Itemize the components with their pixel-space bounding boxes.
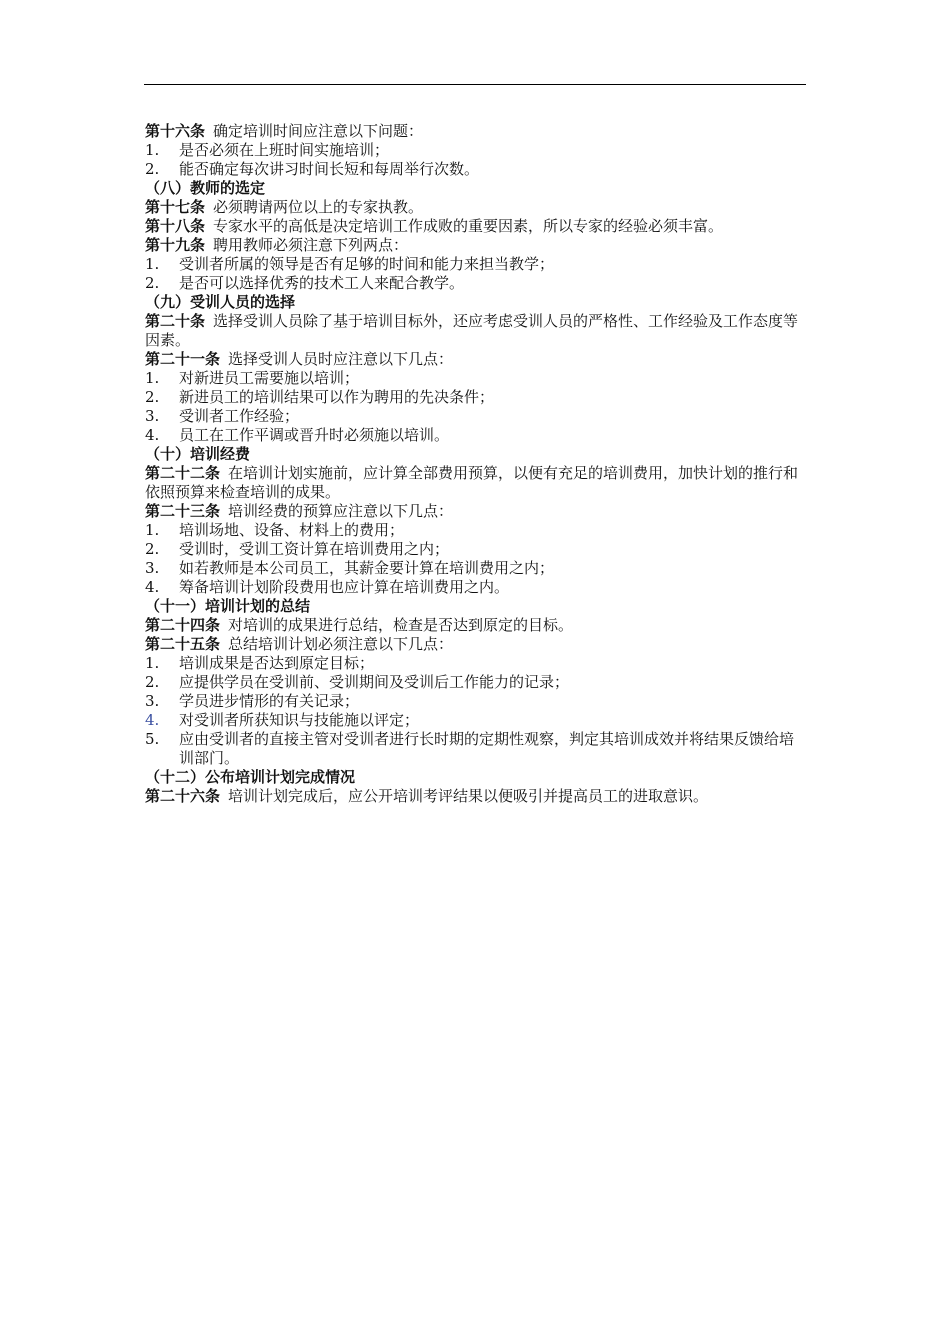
list-item-text: 学员进步情形的有关记录； — [179, 692, 360, 710]
list-item-number: 2. — [145, 673, 160, 691]
list-item — [145, 369, 807, 388]
article-paragraph — [145, 635, 807, 654]
article-heading: 第二十五条 — [145, 635, 221, 653]
article-heading: 第十九条 — [145, 236, 206, 254]
list-item-text: 受训者工作经验； — [179, 407, 300, 425]
article-text: 培训经费的预算应注意以下几点： — [228, 502, 454, 520]
article-text: 总结培训计划必须注意以下几点： — [228, 635, 454, 653]
section-heading: （八）教师的选定 — [145, 179, 266, 197]
list-item-number: 1. — [145, 369, 160, 387]
list-item — [145, 160, 807, 179]
article-heading: 第二十三条 — [145, 502, 221, 520]
list-item — [145, 654, 807, 673]
list-item — [145, 388, 807, 407]
list-item-text: 是否必须在上班时间实施培训； — [179, 141, 390, 159]
list-item-number: 3. — [145, 407, 160, 425]
list-item-text: 培训场地、设备、材料上的费用； — [179, 521, 405, 539]
list-item — [145, 521, 807, 540]
article-heading: 第二十一条 — [145, 350, 221, 368]
list-item — [145, 540, 807, 559]
list-item-number: 4. — [145, 426, 160, 444]
list-item-text: 培训成果是否达到原定目标； — [179, 654, 375, 672]
article-paragraph — [145, 502, 807, 521]
section-heading: （十一）培训计划的总结 — [145, 597, 311, 615]
article-paragraph — [145, 122, 807, 141]
article-heading: 第二十条 — [145, 312, 206, 330]
list-item-text: 能否确定每次讲习时间长短和每周举行次数。 — [179, 160, 480, 178]
list-item — [145, 692, 807, 711]
article-paragraph — [145, 198, 807, 217]
article-text: 对培训的成果进行总结，检查是否达到原定的目标。 — [228, 616, 574, 634]
list-item-text: 新进员工的培训结果可以作为聘用的先决条件； — [179, 388, 495, 406]
article-text: 培训计划完成后，应公开培训考评结果以便吸引并提高员工的进取意识。 — [228, 787, 709, 805]
list-item-number: 1. — [145, 521, 160, 539]
header-rule — [144, 84, 806, 85]
list-item — [145, 407, 807, 426]
article-heading: 第二十二条 — [145, 464, 221, 482]
list-item-number: 3. — [145, 692, 160, 710]
list-item-number: 1. — [145, 141, 160, 159]
list-item — [145, 426, 807, 445]
article-heading: 第二十四条 — [145, 616, 221, 634]
list-item-text: 应提供学员在受训前、受训期间及受训后工作能力的记录； — [179, 673, 570, 691]
list-item-text: 筹备培训计划阶段费用也应计算在培训费用之内。 — [179, 578, 510, 596]
article-paragraph — [145, 350, 807, 369]
article-paragraph — [145, 312, 807, 350]
article-paragraph — [145, 217, 807, 236]
article-text: 在培训计划实施前，应计算全部费用预算，以便有充足的培训费用，加快计划的推行和依照预算来检查培训的成果。 — [145, 464, 799, 501]
document-body — [145, 122, 807, 806]
article-heading: 第十七条 — [145, 198, 206, 216]
list-item-text: 受训时，受训工资计算在培训费用之内； — [179, 540, 450, 558]
list-item — [145, 730, 807, 768]
list-item — [145, 711, 807, 730]
list-item-number: 1. — [145, 654, 160, 672]
list-item-number: 1. — [145, 255, 160, 273]
article-text: 选择受训人员除了基于培训目标外，还应考虑受训人员的严格性、工作经验及工作态度等因素。 — [145, 312, 799, 349]
list-item-number: 4. — [145, 711, 160, 729]
list-item — [145, 141, 807, 160]
article-text: 聘用教师必须注意下列两点： — [213, 236, 409, 254]
list-item-text: 是否可以选择优秀的技术工人来配合教学。 — [179, 274, 465, 292]
article-heading: 第十八条 — [145, 217, 206, 235]
list-item-number: 5. — [145, 730, 160, 748]
article-paragraph — [145, 464, 807, 502]
section-heading: （十）培训经费 — [145, 445, 251, 463]
list-item-text: 对受训者所获知识与技能施以评定； — [179, 711, 420, 729]
article-paragraph — [145, 616, 807, 635]
section-heading: （九）受训人员的选择 — [145, 293, 296, 311]
article-paragraph — [145, 787, 807, 806]
list-item-number: 2. — [145, 274, 160, 292]
list-item — [145, 274, 807, 293]
list-item — [145, 578, 807, 597]
section-heading: （十二）公布培训计划完成情况 — [145, 768, 356, 786]
article-text: 选择受训人员时应注意以下几点： — [228, 350, 454, 368]
list-item — [145, 673, 807, 692]
list-item-text: 应由受训者的直接主管对受训者进行长时期的定期性观察，判定其培训成效并将结果反馈给培训部门。 — [179, 730, 795, 767]
list-item-text: 对新进员工需要施以培训； — [179, 369, 360, 387]
article-text: 专家水平的高低是决定培训工作成败的重要因素，所以专家的经验必须丰富。 — [213, 217, 724, 235]
article-heading: 第十六条 — [145, 122, 206, 140]
article-text: 确定培训时间应注意以下问题： — [213, 122, 424, 140]
list-item-number: 4. — [145, 578, 160, 596]
article-paragraph — [145, 236, 807, 255]
list-item-number: 2. — [145, 160, 160, 178]
list-item-text: 员工在工作平调或晋升时必须施以培训。 — [179, 426, 450, 444]
list-item-number: 2. — [145, 388, 160, 406]
list-item-text: 受训者所属的领导是否有足够的时间和能力来担当教学； — [179, 255, 555, 273]
list-item-text: 如若教师是本公司员工，其薪金要计算在培训费用之内； — [179, 559, 555, 577]
list-item-number: 2. — [145, 540, 160, 558]
article-heading: 第二十六条 — [145, 787, 221, 805]
list-item — [145, 559, 807, 578]
article-text: 必须聘请两位以上的专家执教。 — [213, 198, 424, 216]
list-item — [145, 255, 807, 274]
list-item-number: 3. — [145, 559, 160, 577]
